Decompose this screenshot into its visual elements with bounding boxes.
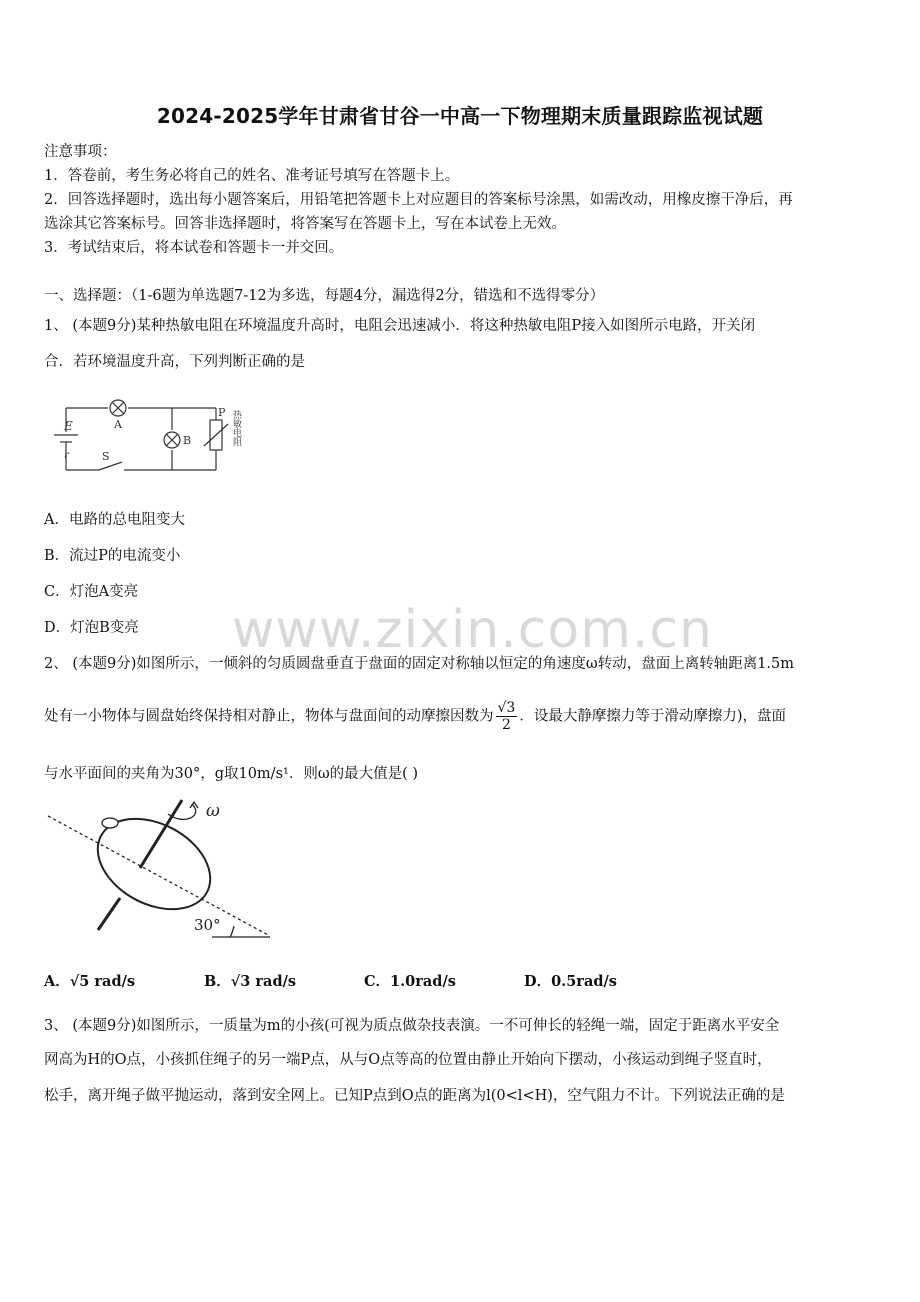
q2-stem-text: 处有一小物体与圆盘始终保持相对静止，物体与盘面间的动摩擦因数为: [44, 708, 494, 725]
q1-stem-line: 1、 (本题9分)某种热敏电阻在环境温度升高时，电阻会迅速减小．将这种热敏电阻P接入如图所示电路，开关闭: [44, 318, 756, 334]
notice-item: 选涂其它答案标号。回答非选择题时，将答案写在答题卡上，写在本试卷上无效。: [44, 216, 566, 232]
q1-option-d: D．灯泡B变亮: [44, 620, 139, 636]
incline-angle-label: 30°: [194, 916, 221, 934]
switch-label: S: [102, 450, 110, 463]
q1-option-c: C．灯泡A变亮: [44, 584, 139, 600]
notice-item: 3．考试结束后，将本试卷和答题卡一并交回。: [44, 240, 344, 256]
page-title: 2024-2025学年甘肃省甘谷一中高一下物理期末质量跟踪监视试题: [156, 104, 764, 128]
angular-velocity-label: ω: [206, 801, 220, 821]
q1-stem-line: 合．若环境温度升高，下列判断正确的是: [44, 354, 305, 370]
q2-option-d: D．0.5rad/s: [524, 973, 617, 990]
thermistor-p-label: P: [218, 406, 226, 419]
q1-circuit-figure: [44, 380, 294, 490]
q1-option-a: A．电路的总电阻变大: [44, 512, 185, 528]
q2-stem-line: 2、 (本题9分)如图所示，一倾斜的匀质圆盘垂直于盘面的固定对称轴以恒定的角速度ω转动，盘面上离转轴距离1.5m: [44, 656, 795, 672]
lamp-a-label: A: [114, 418, 122, 431]
notice-item: 2．回答选择题时，选出每小题答案后，用铅笔把答题卡上对应题目的答案标号涂黑，如需改动，用橡皮擦干净后，再: [44, 192, 793, 208]
lamp-b-label: B: [183, 434, 192, 447]
internal-resistance-label: r: [64, 450, 69, 461]
q2-option-b: B．√3 rad/s: [204, 973, 297, 990]
q3-stem-line: 网高为H的O点，小孩抓住绳子的另一端P点，从与O点等高的位置由静止开始向下摆动，小孩运动到绳子竖直时，: [44, 1052, 772, 1068]
q2-option-c: C．1.0rad/s: [364, 973, 456, 990]
notice-heading: 注意事项：: [44, 144, 117, 160]
q2-stem-text: ．设最大静摩擦力等于滑动摩擦力)，盘面: [519, 708, 786, 725]
q2-stem-line: [44, 700, 786, 733]
q2-tilted-disk-figure: [44, 796, 284, 946]
q3-stem-line: 3、 (本题9分)如图所示，一质量为m的小孩(可视为质点做杂技表演。一不可伸长的轻绳一端，固定于距离水平安全: [44, 1018, 780, 1034]
watermark: www.zixin.com.cn: [232, 600, 713, 660]
section-heading: 一、选择题：（1-6题为单选题7-12为多选，每题4分，漏选得2分，错选和不选得零分）: [44, 288, 605, 304]
q1-option-b: B．流过P的电流变小: [44, 548, 181, 564]
notice-item: 1．答卷前，考生务必将自己的姓名、准考证号填写在答题卡上。: [44, 168, 460, 184]
thermistor-label: 热敏电阻: [231, 410, 241, 446]
q3-stem-line: 松手，离开绳子做平抛运动，落到安全网上。已知P点到O点的距离为l(0<l<H)，空气阻力不计。下列说法正确的是: [44, 1088, 785, 1104]
q2-stem-line: 与水平面间的夹角为30°，g取10m/s¹．则ω的最大值是( ): [44, 766, 419, 782]
friction-coefficient-fraction: $\frac{√3}{2}$: [497, 700, 516, 733]
q2-option-a: A．√5 rad/s: [44, 973, 136, 990]
emf-label: E: [64, 419, 73, 433]
